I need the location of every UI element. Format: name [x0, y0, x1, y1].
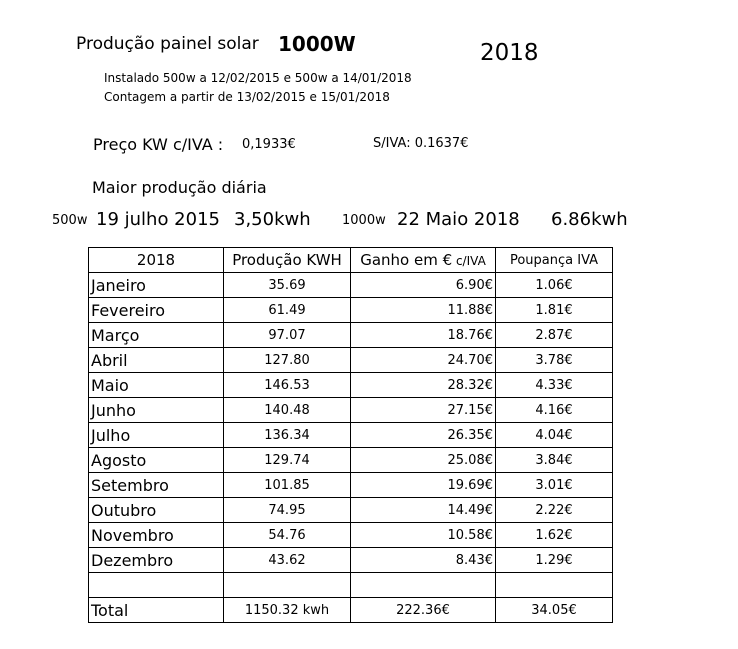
record2-date: 22 Maio 2018: [397, 209, 520, 230]
production-cell: 43.62: [224, 548, 351, 573]
month-cell: Julho: [89, 423, 224, 448]
table-row: [89, 423, 613, 448]
price-value: 0,1933€: [242, 137, 296, 152]
table-row: [89, 548, 613, 573]
total-gain: 222.36€: [351, 598, 496, 623]
table-row: [89, 523, 613, 548]
production-cell: 140.48: [224, 398, 351, 423]
gain-cell: 28.32€: [351, 373, 496, 398]
gain-cell: 10.58€: [351, 523, 496, 548]
month-cell: Janeiro: [89, 273, 224, 298]
table-row: [89, 298, 613, 323]
month-cell: Novembro: [89, 523, 224, 548]
production-table: [88, 247, 613, 623]
production-cell: 136.34: [224, 423, 351, 448]
production-cell: 54.76: [224, 523, 351, 548]
table-row: [89, 323, 613, 348]
production-cell: 61.49: [224, 298, 351, 323]
production-cell: 146.53: [224, 373, 351, 398]
savings-cell: 1.62€: [496, 523, 613, 548]
table-row: [89, 398, 613, 423]
record2-value: 6.86kwh: [551, 209, 628, 230]
gain-cell: 25.08€: [351, 448, 496, 473]
header-year: 2018: [89, 248, 224, 273]
month-cell: Junho: [89, 398, 224, 423]
table-row: [89, 348, 613, 373]
total-row: [89, 598, 613, 623]
record1-date: 19 julho 2015: [96, 209, 220, 230]
savings-cell: 2.87€: [496, 323, 613, 348]
table-header-row: [89, 248, 613, 273]
gain-cell: 6.90€: [351, 273, 496, 298]
month-cell: Outubro: [89, 498, 224, 523]
month-cell: Setembro: [89, 473, 224, 498]
header-gain: [351, 248, 496, 273]
production-cell: 97.07: [224, 323, 351, 348]
table-row: [89, 273, 613, 298]
record1-value: 3,50kwh: [234, 209, 311, 230]
production-cell: 74.95: [224, 498, 351, 523]
installation-info: Instalado 500w a 12/02/2015 e 500w a 14/01/2018: [104, 71, 412, 85]
production-cell: 101.85: [224, 473, 351, 498]
month-cell: Fevereiro: [89, 298, 224, 323]
savings-cell: 3.01€: [496, 473, 613, 498]
month-cell: Abril: [89, 348, 224, 373]
document-year: 2018: [480, 40, 539, 66]
header-gain-label: Ganho em €: [360, 251, 453, 269]
savings-cell: 3.78€: [496, 348, 613, 373]
savings-cell: 3.84€: [496, 448, 613, 473]
table-row: [89, 473, 613, 498]
installed-power: 1000W: [278, 32, 356, 56]
savings-cell: 4.33€: [496, 373, 613, 398]
production-cell: 127.80: [224, 348, 351, 373]
gain-cell: 26.35€: [351, 423, 496, 448]
month-cell: Março: [89, 323, 224, 348]
month-cell: Dezembro: [89, 548, 224, 573]
document-title: Produção painel solar: [76, 34, 259, 54]
empty-row: [89, 573, 613, 598]
table-row: [89, 373, 613, 398]
price-without-vat: S/IVA: 0.1637€: [373, 136, 469, 151]
record1-power: 500w: [52, 213, 88, 228]
production-cell: 35.69: [224, 273, 351, 298]
gain-cell: 8.43€: [351, 548, 496, 573]
price-label: Preço KW c/IVA :: [93, 135, 224, 154]
header-gain-suffix: c/IVA: [452, 254, 486, 268]
gain-cell: 18.76€: [351, 323, 496, 348]
gain-cell: 24.70€: [351, 348, 496, 373]
savings-cell: 1.29€: [496, 548, 613, 573]
savings-cell: 2.22€: [496, 498, 613, 523]
gain-cell: 19.69€: [351, 473, 496, 498]
production-cell: 129.74: [224, 448, 351, 473]
total-production: 1150.32 kwh: [224, 598, 351, 623]
header-production: Produção KWH: [224, 248, 351, 273]
header-savings: Poupança IVA: [496, 248, 613, 273]
table-row: [89, 498, 613, 523]
total-label: Total: [89, 598, 224, 623]
record2-power: 1000w: [342, 213, 386, 228]
month-cell: Agosto: [89, 448, 224, 473]
gain-cell: 27.15€: [351, 398, 496, 423]
table-row: [89, 448, 613, 473]
savings-cell: 4.16€: [496, 398, 613, 423]
gain-cell: 14.49€: [351, 498, 496, 523]
counting-info: Contagem a partir de 13/02/2015 e 15/01/2018: [104, 90, 390, 104]
savings-cell: 1.06€: [496, 273, 613, 298]
savings-cell: 4.04€: [496, 423, 613, 448]
month-cell: Maio: [89, 373, 224, 398]
max-production-label: Maior produção diária: [92, 178, 267, 197]
savings-cell: 1.81€: [496, 298, 613, 323]
gain-cell: 11.88€: [351, 298, 496, 323]
total-savings: 34.05€: [496, 598, 613, 623]
